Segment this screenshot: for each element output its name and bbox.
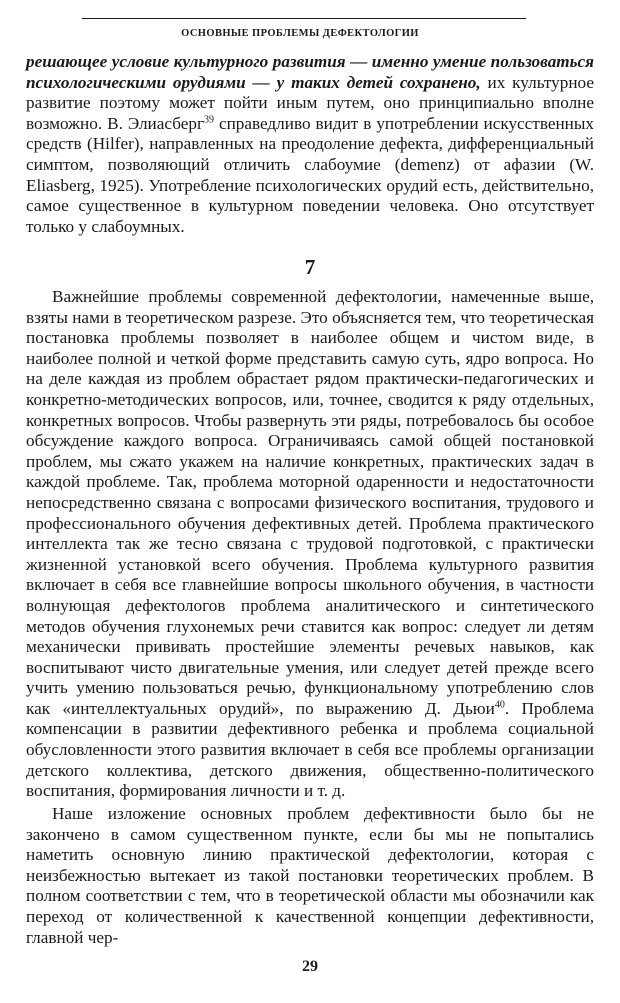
footnote-ref-40[interactable]: 40: [494, 699, 505, 711]
paragraph-2-text-a: Важнейшие проблемы современной дефектологии, намеченные выше, взяты нами в теоретическом разрезе. Это объясняется тем, что теоретическая постановка проблемы позволяет в наиболее общем и чистом виде, в наиболее полной и четкой форме представить самую суть, ядро вопроса. Но на деле каждая из проблем обрастает рядом практически-педагогических и конкретно-методических вопросов, или, точнее, сводится к ряду отдельных, конкретных вопросов. Чтобы развернуть эти ряды, потребовалось бы особое обсуждение каждого вопроса. Ограничиваясь самой общей постановкой проблем, мы сжато укажем на наличие конкретных, практических задач в каждой проблеме. Так, проблема моторной одаренности и недостаточности непосредственно связана с вопросами физического воспитания, трудового и профессионального обучения дефективных детей. Проблема практического интеллекта так же тесно связана с трудовой подготовкой, с практически жизненной установкой всего обучения. Проблема культурного развития включает в себя все главнейшие вопросы школьного обучения, в частности волнующая дефектологов проблема аналитического и синтетического методов обучения глухонемых речи ставится как вопрос: следует ли детям механически прививать простейшие элементы речевых навыков, как воспитывают чисто двигательные умения, или следует детей прежде всего учить умению пользоваться речью, функциональному употреблению слов как «интеллектуальных орудий», по выражению Д. Дьюи: [26, 287, 594, 718]
paragraph-3: Наше изложение основных проблем дефективности было бы не закончено в самом существенном пункте, если бы мы не попытались наметить основную линию практической дефектологии, которая с неизбежностью вытекает из такой постановки теоретических проблем. В полном соответствии с тем, что в теоретической области мы обозначили как переход от количественной к качественной концепции дефективности, главной чер-: [26, 804, 594, 947]
footnote-ref-39[interactable]: 39: [204, 114, 214, 126]
paragraph-1-text-a: их культурное развитие поэтому может пойти иным путем, оно принципиально вполне возможно. В. Элиасберг: [26, 72, 594, 133]
paragraph-2-text-b: . Проблема компенсации в развитии дефективного ребенка и проблема социальной обусловленности этого развития включает в себя все проблемы организации детского коллектива, детского движения, общественно-политического воспитания, формирования личности и т. д.: [26, 698, 595, 801]
page-number: 29: [302, 958, 318, 975]
paragraph-1: [26, 52, 594, 237]
paragraph-2: [26, 287, 594, 802]
header-rule: [82, 18, 526, 19]
section-number: 7: [304, 255, 316, 279]
paragraph-1-text-b: справедливо видит в употреблении искусственных средств (Hilfer), направленных на преодоление дефекта, дифференциальный симптом, позволяющий отличить слабоумие (demenz) от афазии (W. Eliasberg, 1925). Употребление психологических орудий есть, действительно, самое существенное в культурном поведении человека. Оно отсутствует только у слабоумных.: [26, 113, 594, 236]
paragraph-1-italic: решающее условие культурного развития — именно умение пользоваться психологическими орудиями — у таких детей сохранено,: [26, 52, 594, 92]
running-title: ОСНОВНЫЕ ПРОБЛЕМЫ ДЕФЕКТОЛОГИИ: [181, 28, 419, 39]
